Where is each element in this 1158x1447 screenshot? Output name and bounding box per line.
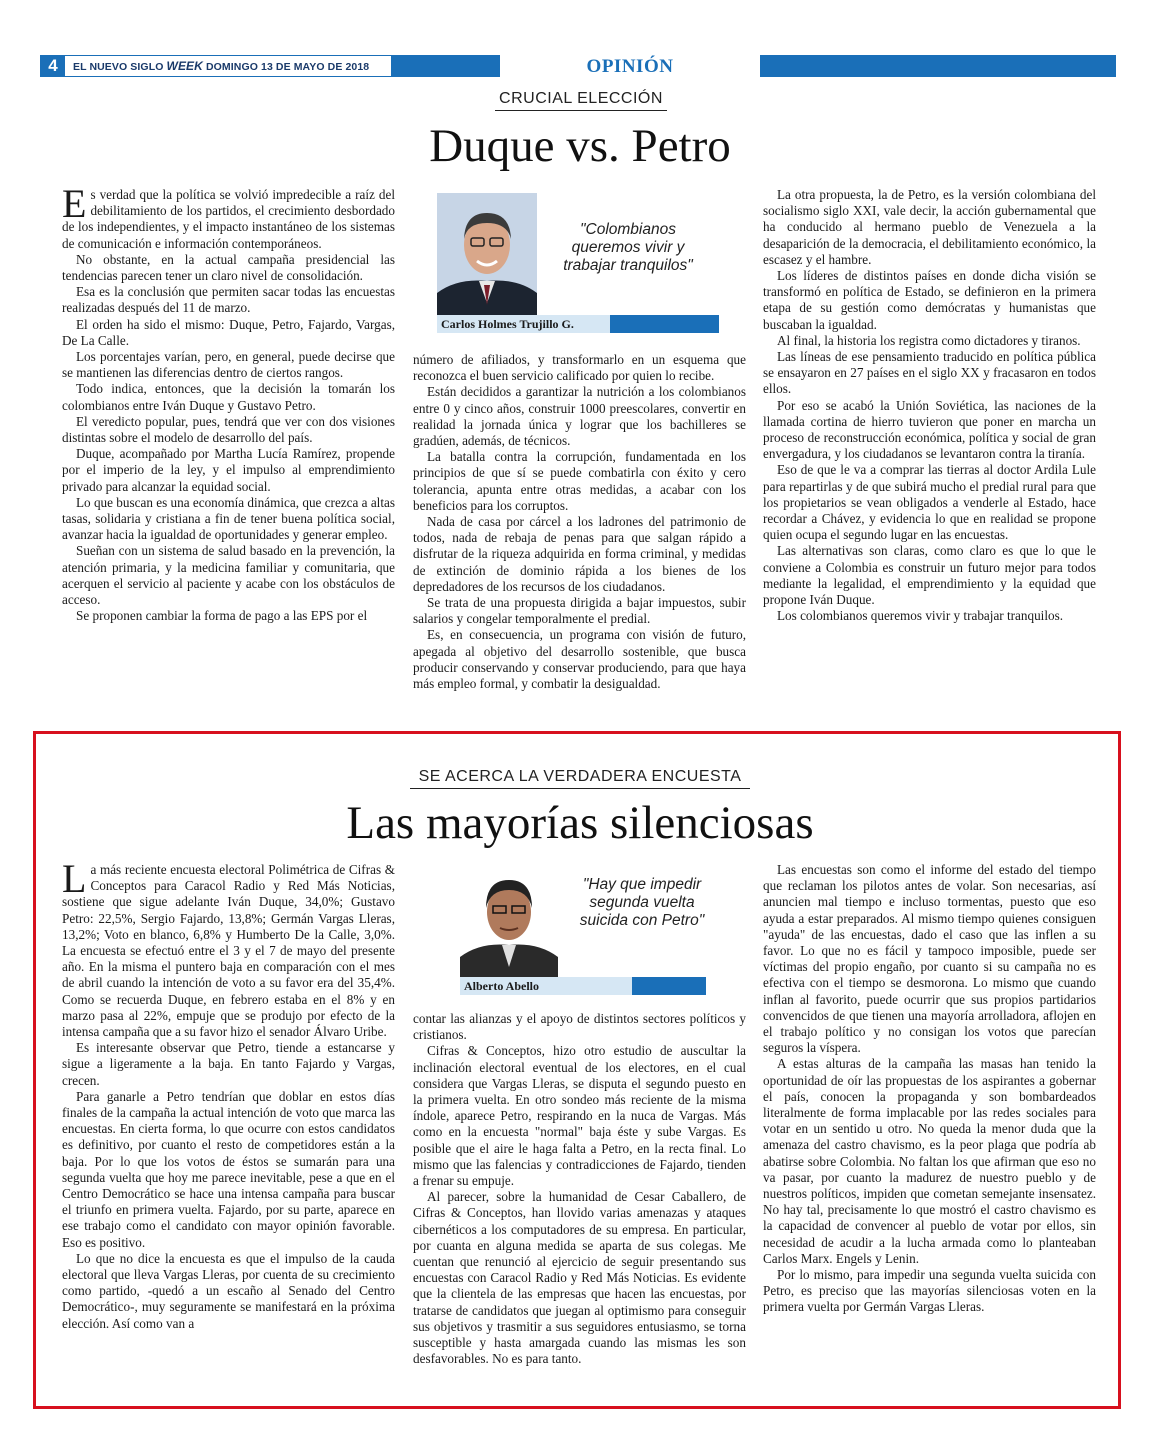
masthead-box: [40, 55, 392, 77]
paragraph: No obstante, en la actual campaña presidencial las tendencias parecen tener un claro nivel de consolidación.: [62, 251, 395, 284]
paragraph: La otra propuesta, la de Petro, es la versión colombiana del socialismo siglo XXI, vale decir, la acción gubernamental que ha conducido al hermano pueblo de Venezuela a la desaparición de la democracia, el debilitamiento económico, la escasez y el hambre.: [763, 187, 1096, 267]
paragraph: Por eso se acabó la Unión Soviética, las naciones de la llamada cortina de hierro tuvieron que poner en marcha un proceso de reconstrucción económica, política y social de gran envergadura, y los ciudadanos se levantaron contra la tiranía.: [763, 397, 1096, 462]
article2-author-bar: [460, 977, 706, 995]
paragraph: contar las alianzas y el apoyo de distintos sectores políticos y cristianos.: [413, 1011, 746, 1043]
paragraph: Al parecer, sobre la humanidad de Cesar Caballero, de Cifras & Conceptos, han llovido varias amenazas y ataques cibernéticos a los computadores de su empresa. En particular, por cuanta en alguna medida se aparta de sus colegas. Me cuentan que renunció al ejercicio de seguir presentando sus encuestas con Caracol Radio y Red Más Noticias. Es evidente que la clientela de las empresas que hacen las encuestas, por tratarse de candidatos que juegan al optimismo para conseguir sus objetivos y trasmitir a sus seguidores entusiasmo, se torna susceptible y hasta amargada cuando las mismas les son desfavorables. No es para tanto.: [413, 1189, 746, 1367]
paragraph: Se proponen cambiar la forma de pago a las EPS por el: [76, 608, 368, 624]
portrait-icon: [460, 862, 558, 977]
accent-block: [632, 977, 706, 995]
article2-headline: Las mayorías silenciosas: [346, 797, 814, 849]
paragraph: Cifras & Conceptos, hizo otro estudio de auscultar la inclinación electoral eventual de los electores, en el cual considera que Vargas Lleras, se disputa el segundo puesto en la primera vuelta. En otro sondeo más reciente de la misma índole, aparece Petro, respirando en la nuca de Vargas. Más como en la encuesta "normal" baja éste y sube Vargas. Es posible que el aire le haga falta a Petro, en la recta final. Lo mismo que las falencias y contradicciones de Fajardo, tienden a frenar su empuje.: [413, 1043, 746, 1189]
author-photo-alberto-abello: [460, 862, 558, 977]
paragraph: Por lo mismo, para impedir una segunda vuelta suicida con Petro, es preciso que las mayorías silenciosas voten en la primera vuelta por Germán Vargas Lleras.: [763, 1267, 1096, 1315]
paragraph: Están decididos a garantizar la nutrición a los colombianos entre 0 y cinco años, construir 1000 preescolares, convertir en realidad la jornada única y lograr que los bachilleres se gradúen, además, de técnicos.: [413, 384, 746, 449]
paragraph: Se trata de una propuesta dirigida a bajar impuestos, subir salarios y congelar temporalmente el predial.: [413, 595, 746, 627]
article1-author-name: Carlos Holmes Trujillo G.: [437, 315, 610, 333]
article2-author-name: Alberto Abello: [460, 977, 632, 995]
article1-pull-quote: "Colombianos queremos vivir y trabajar tranquilos": [563, 221, 693, 274]
masthead-week: WEEK: [166, 59, 203, 73]
article1-author-bar: [437, 315, 719, 333]
paragraph: Esa es la conclusión que permiten sacar todas las encuestas realizadas después del 11 de marzo.: [62, 284, 395, 316]
paragraph: Las alternativas son claras, como claro es que lo que le conviene a Colombia es construir un futuro mejor para todos mediante la legalidad, el emprendimiento y la equidad que propone Iván Duque.: [763, 543, 1096, 608]
article1-paragraph: Es verdad que la política se volvió impredecible a raíz del debilitamiento de los partidos, el crecimiento desbordado de los independientes, y el impacto instantáneo de los sistemas de comunicación e información contemporáneos.: [62, 181, 395, 251]
article1-column-1: [62, 181, 395, 624]
article2-column-2: [413, 1011, 746, 1367]
paragraph: Es interesante observar que Petro, tiende a estancarse y sigue a ligeramente a la baja. En tanto Fajardo y Vargas, crecen.: [62, 1040, 395, 1088]
paragraph: Sueñan con un sistema de salud basado en la prevención, la atención primaria, y la medicina familiar y comunitaria, que acerquen el servicio al paciente y acabe con los obstáculos de acceso.: [62, 543, 395, 608]
section-title: OPINIÓN: [500, 55, 760, 77]
paragraph: Los líderes de distintos países en donde dicha visión se transformó en política de Estado, se definieron en la primera etapa de su gestión como demócratas y humanistas que buscaban la igualdad.: [763, 268, 1096, 332]
page-number: 4: [41, 55, 65, 77]
masthead-date: DOMINGO 13 DE MAYO DE 2018: [205, 61, 370, 73]
article1-column-3: [763, 187, 1096, 624]
article2-kicker: SE ACERCA LA VERDADERA ENCUESTA: [410, 768, 750, 789]
paragraph: Las líneas de ese pensamiento traducido en política pública se ensayaron en 27 países en el siglo XX y fracasaron en todos ellos.: [763, 349, 1096, 397]
paragraph: Lo que buscan es una economía dinámica, que crezca a altas tasas, solidaria y cristiana a fin de tener buena política social, avanzar hacia la igualdad de oportunidades y generar empleo.: [62, 494, 395, 543]
paragraph: número de afiliados, y transformarlo en un esquema que reconozca el buen servicio calificado por quien lo recibe.: [413, 352, 746, 384]
paragraph: La batalla contra la corrupción, fundamentada en los principios de que sí se puede combatirla con éxito y cero tolerancia, apunta entre otras medidas, a acabar con los beneficios para los corruptos.: [413, 449, 746, 513]
accent-block: [610, 315, 719, 333]
portrait-icon: [437, 193, 537, 315]
article2-paragraph: La más reciente encuesta electoral Polimétrica de Cifras & Conceptos para Caracol Radio y Red Más Noticias, sostiene que sigue adelante Iván Duque, 34,0%; Gustavo Petro: 22,5%, Sergio Fajardo, 13,8%; Germán Vargas Lleras, 13,2%; Voto en blanco, 6,8% y Humberto De la Calle, 3,0%. La encuesta se efectuó entre el 3 y el 7 de mayo del presente año. En la misma el puntero baja en comparación con el mes de abril cuando la intención de voto a su favor era del 35,4%. Como se recuerda Duque, en febrero estaba en el 8% y en marzo pasa al 22%, empuje que se produjo por efecto de la intensa campaña que a su favor hizo el senador Álvaro Uribe.: [62, 856, 395, 1040]
article1-headline: Duque vs. Petro: [429, 120, 731, 172]
paragraph: Para ganarle a Petro tendrían que doblar en estos días finales de la campaña la actual intención de voto que marca las encuestas. En cierta forma, lo que ocurre con estos candidatos es definitivo, por cuanto el resto de competidores están a la baja. Por lo que los votos de éstos se sumarán para una segunda vuelta que hoy me parece inevitable, pese a que en el Centro Democrático se hace una intensa campaña para buscar el triunfo en primera vuelta. Fajardo, por su parte, aparece en ese trabajo como el candidato con mayor opinión favorable. Eso es positivo.: [62, 1088, 395, 1250]
article1-column-2: [413, 352, 746, 692]
paragraph: Todo indica, entonces, que la decisión la tomarán los colombianos entre Iván Duque y Gustavo Petro.: [62, 381, 395, 413]
paragraph: El veredicto popular, pues, tendrá que ver con dos visiones distintas sobre el modelo de desarrollo del país.: [62, 413, 395, 446]
paragraph: Nada de casa por cárcel a los ladrones del patrimonio de todos, nada de rebaja de penas para que salgan rápido a disfrutar de la riqueza adquirida en forma criminal, y medidas de extinción de dominio rápida a los bienes de los depredadores de los recursos de los ciudadanos.: [413, 514, 746, 594]
article2-column-3: [763, 862, 1096, 1316]
paragraph: El orden ha sido el mismo: Duque, Petro, Fajardo, Vargas, De La Calle.: [62, 316, 395, 348]
article2-column-1: [62, 856, 395, 1332]
article1-dropcap: E: [62, 181, 87, 226]
masthead-prefix: EL NUEVO SIGLO: [73, 61, 164, 73]
article2-dropcap: L: [62, 856, 87, 901]
paragraph: Duque, acompañado por Martha Lucía Ramírez, propende por el imperio de la ley, y el impulso al emprendimiento privado para alcanzar la equidad social.: [62, 446, 395, 494]
paragraph: Eso de que le va a comprar las tierras al doctor Ardila Lule para repartirlas y de que subirá mucho el predial rural para que los propietarios se vean obligados a venderle al Estado, hace recordar a Chávez, y evidencia lo que en realidad se propone quien ocupa el segundo lugar en las encuestas.: [763, 462, 1096, 543]
paragraph: Lo que no dice la encuesta es que el impulso de la cauda electoral que lleva Vargas Lleras, por cuenta de su crecimiento como partido, -quedó a un escaño al Senado del Centro Democrático-, muy seguramente se manifestará en la próxima elección. Así como van a: [62, 1250, 395, 1331]
article2-pull-quote: "Hay que impedir segunda vuelta suicida con Petro": [579, 876, 705, 929]
paragraph: Las encuestas son como el informe del estado del tiempo que reclaman los pilotos antes de volar. Son necesarias, así anuncien mal tiempo e incluso tormentas, puesto que eso ayuda a estar preparados. Al mismo tiempo quienes consiguen "ayuda" de las encuestas, dado el caso que las inflen a su favor. Lo que no es fácil y tampoco imposible, puede ser víctimas del propio engaño, por cuanto si su campaña no es efectiva con el tiempo se desmorona. Lo mismo que cuando inflan al favorito, puede ocurrir que sus propios partidarios convencidos de que tienen una mayoría arrolladora, aflojen en el trabajo político y no consigan los votos que parecían seguros la víspera.: [763, 862, 1096, 1056]
paragraph: A estas alturas de la campaña las masas han tenido la oportunidad de oír las propuestas de los aspirantes a gobernar el país, conocen la propaganda y son bombardeados literalmente de forma implacable por las redes sociales para votar en un sentido u otro. No queda la menor duda que la amenaza del castro chavismo, es la peor plaga que podría ab abatirse sobre Colombia. No faltan los que afirman que eso no va pasar, por cuanto la madurez de nuestro pueblo y de nuestros políticos, impiden que cometan semejante insensatez. No hay tal, precisamente lo que mostró el castro chavismo es la capacidad de convencer al pueblo de votar por ellos, sin necesidad de acudir a la lucha armada como lo planteaban Carlos Marx. Engels y Lenin.: [763, 1056, 1096, 1266]
paragraph: Los porcentajes varían, pero, en general, puede decirse que se mantienen las diferencias dentro de ciertos rangos.: [62, 349, 395, 381]
paragraph: Los colombianos queremos vivir y trabajar tranquilos.: [777, 608, 1064, 624]
paragraph: Es, en consecuencia, un programa con visión de futuro, apegada al objetivo del desarrollo sostenible, que busca producir conservando y conservar produciendo, para que haya más empleo formal, y combatir la desigualdad.: [413, 627, 746, 692]
masthead: [65, 59, 369, 73]
article1-kicker: CRUCIAL ELECCIÓN: [495, 90, 667, 111]
paragraph: Al final, la historia los registra como dictadores y tiranos.: [777, 332, 1081, 348]
page-header-bar: [40, 55, 1116, 77]
author-photo-carlos-holmes: [437, 193, 537, 315]
